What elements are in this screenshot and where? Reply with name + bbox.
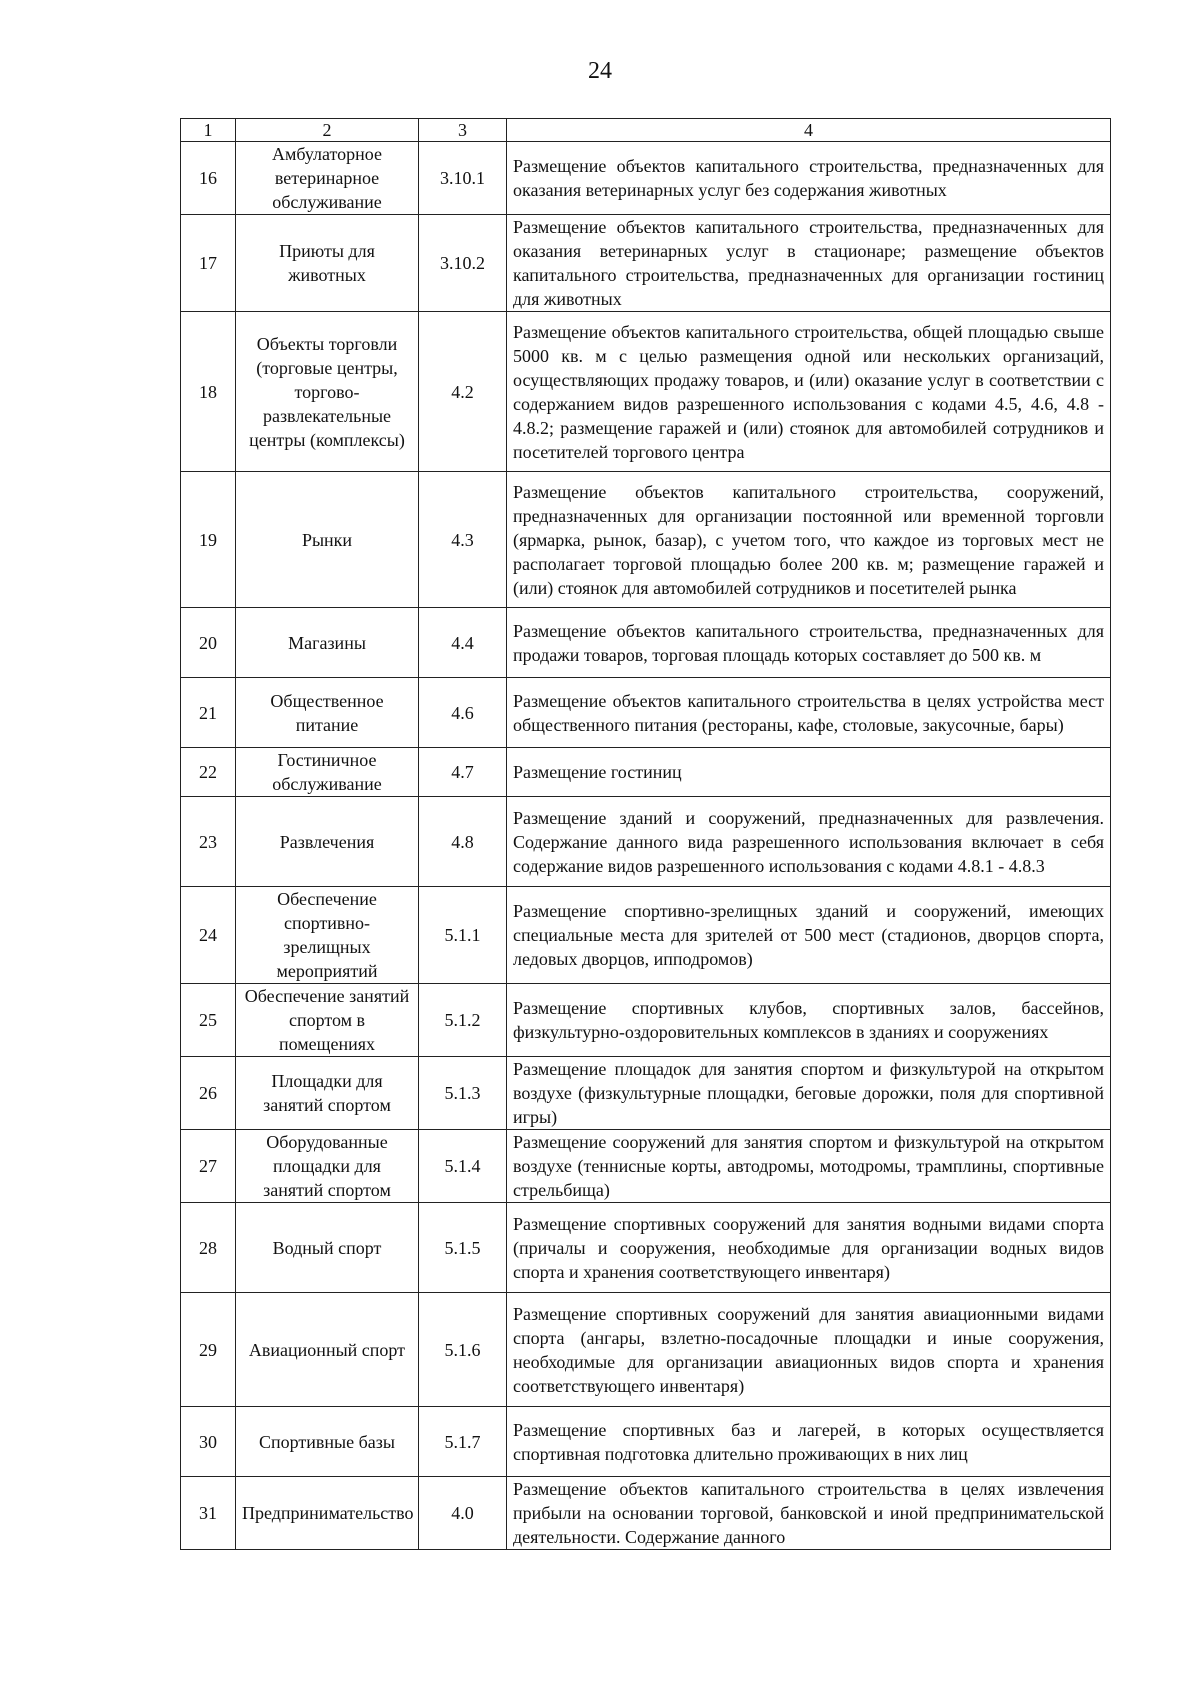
use-type-description: Размещение спортивных сооружений для занятия водными видами спорта (причалы и сооружения, необходимые для организации водных видов спорта и хранения соответствующего инвентаря)	[507, 1203, 1111, 1293]
use-type-code: 5.1.2	[419, 984, 507, 1057]
use-type-code: 3.10.2	[419, 215, 507, 312]
row-number: 22	[181, 748, 236, 797]
table-row	[181, 1057, 1111, 1130]
row-number: 26	[181, 1057, 236, 1130]
use-type-description: Размещение площадок для занятия спортом и физкультурой на открытом воздухе (физкультурные площадки, беговые дорожки, поля для спортивной игры)	[507, 1057, 1111, 1130]
table-row	[181, 1130, 1111, 1203]
use-type-name: Общественное питание	[236, 678, 419, 748]
use-type-name: Амбулаторное ветеринарное обслуживание	[236, 142, 419, 215]
table-row	[181, 142, 1111, 215]
use-type-name: Площадки для занятий спортом	[236, 1057, 419, 1130]
header-cell: 2	[236, 119, 419, 142]
use-type-name: Приюты для животных	[236, 215, 419, 312]
table-row	[181, 1293, 1111, 1407]
use-type-code: 4.4	[419, 608, 507, 678]
use-type-code: 5.1.7	[419, 1407, 507, 1477]
row-number: 17	[181, 215, 236, 312]
use-type-code: 4.2	[419, 312, 507, 472]
use-type-description: Размещение спортивных сооружений для занятия авиационными видами спорта (ангары, взлетно-посадочные площадки и иные сооружения, необходимые для организации авиационных видов спорта и хранения соответствующего инвентаря)	[507, 1293, 1111, 1407]
page-number: 24	[588, 58, 612, 84]
use-type-name: Магазины	[236, 608, 419, 678]
use-type-name: Спортивные базы	[236, 1407, 419, 1477]
use-type-name: Объекты торговли (торговые центры, торгово-развлекательные центры (комплексы)	[236, 312, 419, 472]
use-type-code: 4.7	[419, 748, 507, 797]
table-row	[181, 1407, 1111, 1477]
use-type-description: Размещение спортивных клубов, спортивных залов, бассейнов, физкультурно-оздоровительных комплексов в зданиях и сооружениях	[507, 984, 1111, 1057]
use-type-name: Предпринимательство	[236, 1477, 419, 1550]
use-type-name: Обеспечение занятий спортом в помещениях	[236, 984, 419, 1057]
use-type-description: Размещение объектов капитального строительства, предназначенных для оказания ветеринарных услуг в стационаре; размещение объектов капитального строительства, предназначенных для организации гостиниц для животных	[507, 215, 1111, 312]
table-row	[181, 1477, 1111, 1550]
table-row	[181, 678, 1111, 748]
use-type-code: 3.10.1	[419, 142, 507, 215]
use-type-description: Размещение объектов капитального строительства, общей площадью свыше 5000 кв. м с целью размещения одной или нескольких организаций, осуществляющих продажу товаров, и (или) оказание услуг в соответствии с содержанием видов разрешенного использования с кодами 4.5, 4.6, 4.8 - 4.8.2; размещение гаражей и (или) стоянок для автомобилей сотрудников и посетителей торгового центра	[507, 312, 1111, 472]
use-type-description: Размещение спортивных баз и лагерей, в которых осуществляется спортивная подготовка длительно проживающих в них лиц	[507, 1407, 1111, 1477]
row-number: 18	[181, 312, 236, 472]
row-number: 28	[181, 1203, 236, 1293]
table-row	[181, 984, 1111, 1057]
row-number: 27	[181, 1130, 236, 1203]
row-number: 25	[181, 984, 236, 1057]
use-type-name: Рынки	[236, 472, 419, 608]
table-row	[181, 1203, 1111, 1293]
use-type-description: Размещение гостиниц	[507, 748, 1111, 797]
use-type-code: 4.3	[419, 472, 507, 608]
use-type-name: Гостиничное обслуживание	[236, 748, 419, 797]
header-cell: 4	[507, 119, 1111, 142]
use-type-name: Обеспечение спортивно-зрелищных мероприятий	[236, 887, 419, 984]
table-row	[181, 797, 1111, 887]
use-type-description: Размещение объектов капитального строительства, предназначенных для продажи товаров, торговая площадь которых составляет до 500 кв. м	[507, 608, 1111, 678]
row-number: 30	[181, 1407, 236, 1477]
row-number: 16	[181, 142, 236, 215]
table-row	[181, 608, 1111, 678]
table-row	[181, 748, 1111, 797]
use-type-code: 4.0	[419, 1477, 507, 1550]
use-type-name: Авиационный спорт	[236, 1293, 419, 1407]
use-type-code: 5.1.3	[419, 1057, 507, 1130]
use-type-description: Размещение сооружений для занятия спортом и физкультурой на открытом воздухе (теннисные корты, автодромы, мотодромы, трамплины, спортивные стрельбища)	[507, 1130, 1111, 1203]
header-cell: 3	[419, 119, 507, 142]
table-row	[181, 472, 1111, 608]
header-cell: 1	[181, 119, 236, 142]
table-row	[181, 312, 1111, 472]
use-type-description: Размещение объектов капитального строительства в целях извлечения прибыли на основании торговой, банковской и иной предпринимательской деятельности. Содержание данного	[507, 1477, 1111, 1550]
use-type-code: 4.8	[419, 797, 507, 887]
row-number: 19	[181, 472, 236, 608]
table-row	[181, 215, 1111, 312]
use-type-name: Развлечения	[236, 797, 419, 887]
row-number: 31	[181, 1477, 236, 1550]
use-type-description: Размещение объектов капитального строительства, предназначенных для оказания ветеринарных услуг без содержания животных	[507, 142, 1111, 215]
use-type-description: Размещение объектов капитального строительства в целях устройства мест общественного питания (рестораны, кафе, столовые, закусочные, бары)	[507, 678, 1111, 748]
use-type-code: 5.1.5	[419, 1203, 507, 1293]
use-type-name: Оборудованные площадки для занятий спортом	[236, 1130, 419, 1203]
use-type-code: 5.1.1	[419, 887, 507, 984]
row-number: 23	[181, 797, 236, 887]
row-number: 24	[181, 887, 236, 984]
use-type-description: Размещение объектов капитального строительства, сооружений, предназначенных для организации постоянной или временной торговли (ярмарка, рынок, базар), с учетом того, что каждое из торговых мест не располагает торговой площадью более 200 кв. м; размещение гаражей и (или) стоянок для автомобилей сотрудников и посетителей рынка	[507, 472, 1111, 608]
use-type-name: Водный спорт	[236, 1203, 419, 1293]
row-number: 20	[181, 608, 236, 678]
table-header-row	[181, 119, 1111, 142]
land-use-table	[180, 118, 1111, 1550]
row-number: 29	[181, 1293, 236, 1407]
row-number: 21	[181, 678, 236, 748]
use-type-code: 5.1.4	[419, 1130, 507, 1203]
use-type-description: Размещение спортивно-зрелищных зданий и сооружений, имеющих специальные места для зрителей от 500 мест (стадионов, дворцов спорта, ледовых дворцов, ипподромов)	[507, 887, 1111, 984]
use-type-description: Размещение зданий и сооружений, предназначенных для развлечения. Содержание данного вида разрешенного использования включает в себя содержание видов разрешенного использования с кодами 4.8.1 - 4.8.3	[507, 797, 1111, 887]
table-row	[181, 887, 1111, 984]
use-type-code: 4.6	[419, 678, 507, 748]
use-type-code: 5.1.6	[419, 1293, 507, 1407]
